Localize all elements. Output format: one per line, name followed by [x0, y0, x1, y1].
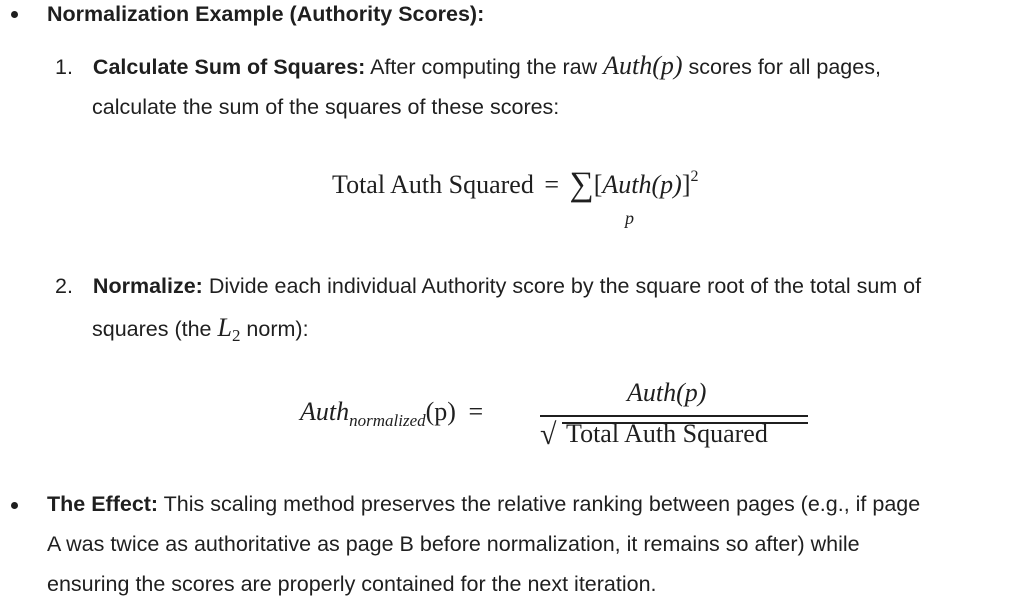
effect-line-1: [47, 490, 920, 518]
step-2-title: Normalize:: [92, 274, 203, 298]
bullet-marker: [11, 11, 18, 18]
step-2-line-2-a: squares (the: [92, 317, 218, 341]
equation-total-auth-squared: [332, 164, 699, 202]
section-heading: [47, 0, 484, 28]
eq1-equals: =: [544, 170, 559, 199]
eq2-equals: =: [468, 397, 484, 426]
eq1-lhs: Total Auth Squared: [332, 170, 534, 199]
step-1-line-2-text: calculate the sum of the squares of these scores:: [92, 95, 560, 119]
equation-normalized-lhs: [300, 397, 484, 430]
step-1-line-1: [55, 52, 881, 81]
effect-line-3: ensuring the scores are properly contained for the next iteration.: [47, 572, 657, 596]
eq2-sqrt-symbol: √: [540, 418, 557, 451]
eq2-lhs-base: Auth: [300, 397, 350, 426]
step-2-text-a: Divide each individual Authority score by the square root of the total sum of: [202, 274, 922, 298]
step-1-text-a: After computing the raw: [365, 55, 604, 79]
step-2-number: 2.: [55, 274, 73, 298]
eq1-term: Auth(p): [602, 170, 682, 199]
eq1-sum-symbol: ∑: [569, 166, 594, 203]
step-2-line-2-b: norm):: [240, 317, 309, 341]
section-heading-text: Normalization Example (Authority Scores):: [47, 2, 485, 26]
eq1-close-bracket: ]: [681, 170, 691, 199]
effect-line-2: A was twice as authoritative as page B before normalization, it remains so after) while: [47, 532, 860, 556]
bullet-marker: [11, 502, 18, 509]
eq2-denominator: Total Auth Squared: [566, 419, 768, 448]
eq2-fraction-bar: [540, 415, 808, 417]
step-1-text-b: scores for all pages,: [682, 55, 881, 79]
eq2-lhs-arg: (p): [425, 397, 456, 426]
step-1-math-auth: Auth(p): [603, 51, 683, 80]
step-1-title: Calculate Sum of Squares:: [92, 55, 366, 79]
norm-letter: L: [217, 313, 232, 342]
eq1-sum-index: p: [625, 208, 634, 228]
effect-line-1-text: This scaling method preserves the relative ranking between pages (e.g., if page: [158, 492, 921, 516]
step-1-line-2: [92, 93, 559, 121]
effect-title: The Effect:: [47, 492, 159, 516]
eq1-open-bracket: [: [593, 170, 603, 199]
eq1-exponent: 2: [690, 168, 699, 185]
step-2-line-2: [92, 314, 309, 345]
step-1-number: 1.: [55, 55, 73, 79]
eq2-lhs-sub: normalized: [349, 411, 426, 430]
step-2-line-1: [55, 272, 921, 300]
eq2-numerator: Auth(p): [627, 378, 707, 407]
norm-sub: 2: [231, 326, 241, 345]
